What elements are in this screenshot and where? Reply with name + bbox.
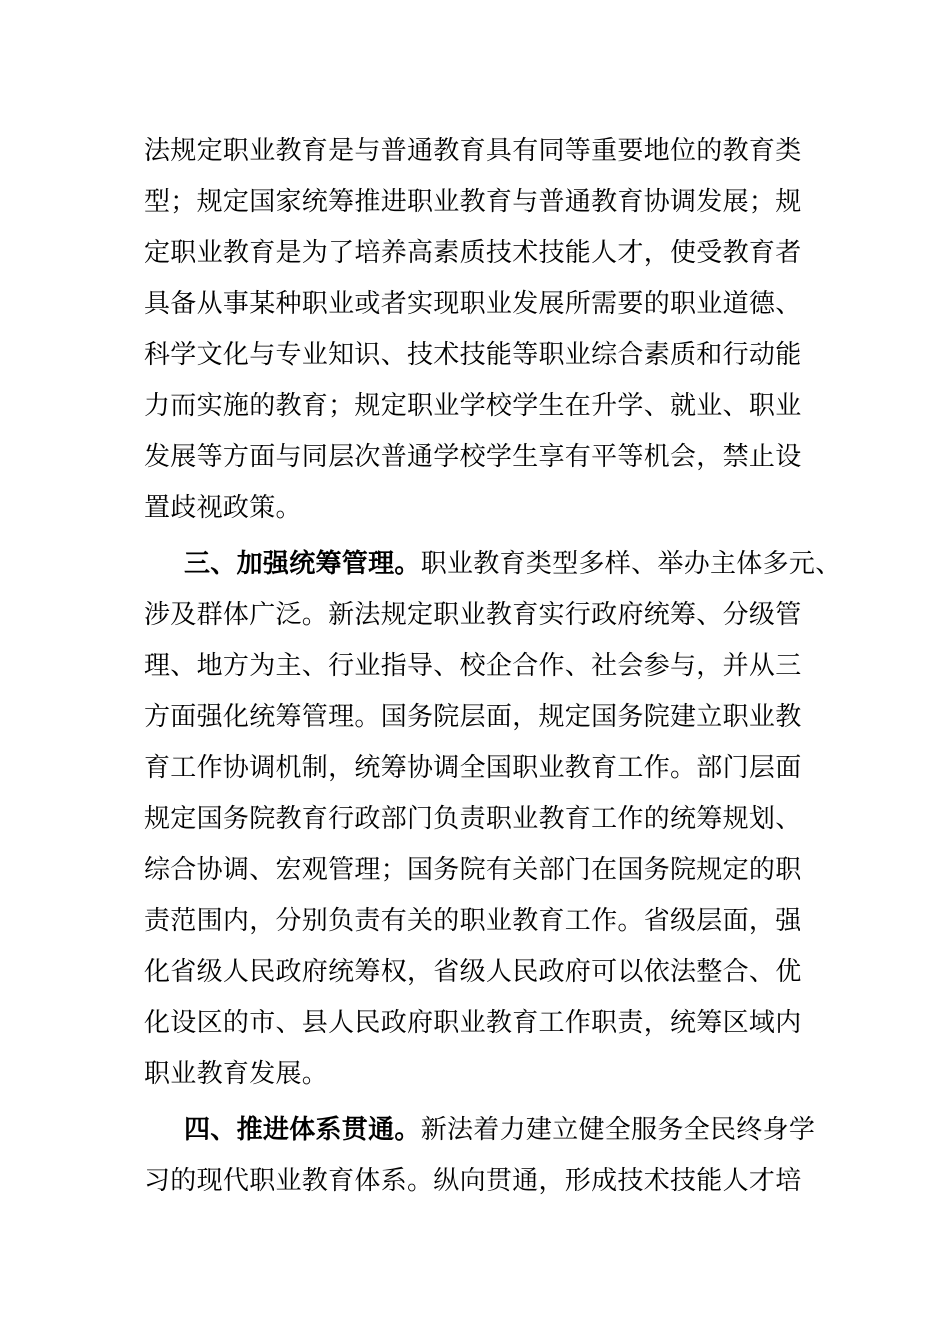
text-line: 责范围内，分别负责有关的职业教育工作。省级层面，强 (144, 906, 802, 936)
text-line-first (144, 539, 842, 590)
section-heading: 三、加强统筹管理。 (184, 549, 421, 579)
text-line: 科学文化与专业知识、技术技能等职业综合素质和行动能 (144, 340, 802, 370)
text-line: 型；规定国家统筹推进职业教育与普通教育协调发展；规 (144, 187, 802, 217)
paragraph-3 (144, 1105, 816, 1207)
text-line: 定职业教育是为了培养高素质技术技能人才，使受教育者 (144, 238, 802, 268)
paragraph-1 (144, 126, 810, 534)
text-line: 法规定职业教育是与普通教育具有同等重要地位的教育类 (144, 136, 802, 166)
text-run: 新法着力建立健全服务全民终身学 (420, 1115, 816, 1145)
text-line: 具备从事某种职业或者实现职业发展所需要的职业道德、 (144, 289, 802, 319)
text-line: 职业教育发展。 (144, 1059, 329, 1089)
text-line-first (144, 1105, 816, 1156)
text-run: 职业教育类型多样、举办主体多元、 (420, 549, 842, 579)
section-heading: 四、推进体系贯通。 (184, 1115, 421, 1145)
text-line: 力而实施的教育；规定职业学校学生在升学、就业、职业 (144, 391, 802, 421)
text-line: 综合协调、宏观管理；国务院有关部门在国务院规定的职 (144, 855, 802, 885)
text-line: 育工作协调机制，统筹协调全国职业教育工作。部门层面 (144, 753, 802, 783)
text-line: 涉及群体广泛。新法规定职业教育实行政府统筹、分级管 (144, 600, 802, 630)
text-line: 置歧视政策。 (144, 493, 302, 523)
text-line: 方面强化统筹管理。国务院层面，规定国务院建立职业教 (144, 702, 802, 732)
text-line: 化设区的市、县人民政府职业教育工作职责，统筹区域内 (144, 1008, 802, 1038)
text-line: 习的现代职业教育体系。纵向贯通，形成技术技能人才培 (144, 1166, 802, 1196)
paragraph-2 (144, 539, 842, 1100)
document-page (144, 126, 842, 1207)
text-line: 发展等方面与同层次普通学校学生享有平等机会，禁止设 (144, 442, 802, 472)
text-line: 规定国务院教育行政部门负责职业教育工作的统筹规划、 (144, 804, 802, 834)
text-line: 化省级人民政府统筹权，省级人民政府可以依法整合、优 (144, 957, 802, 987)
text-line: 理、地方为主、行业指导、校企合作、社会参与，并从三 (144, 651, 802, 681)
